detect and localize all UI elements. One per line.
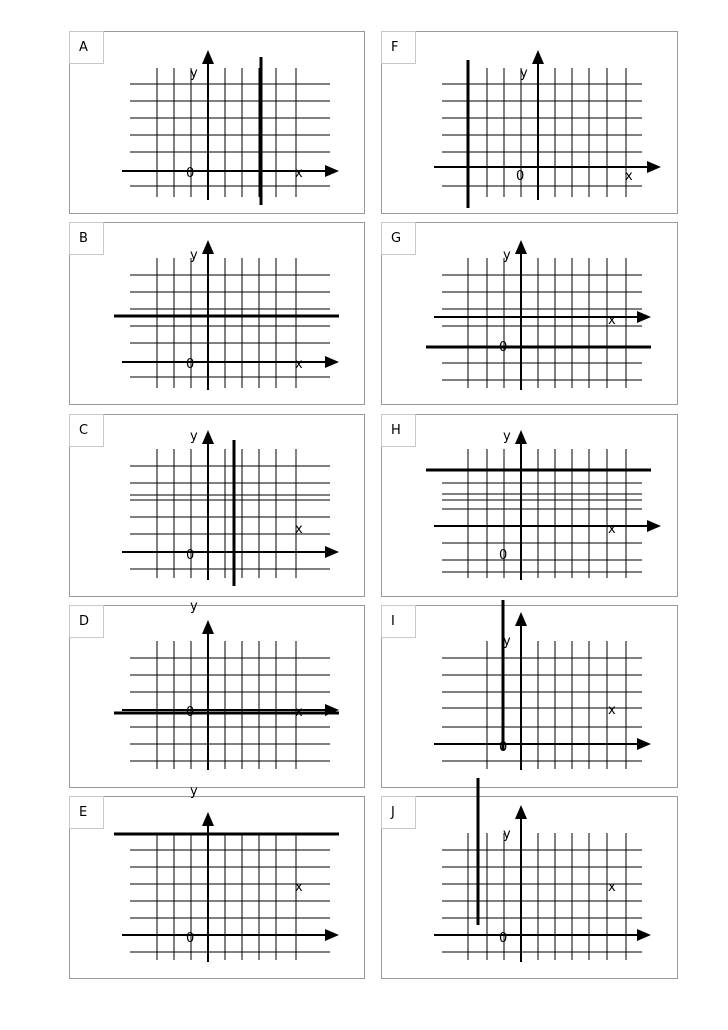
x-axis-label: x [608,313,616,328]
panel-frame [382,797,678,979]
x-axis-label: x [295,705,303,720]
x-axis-arrow-icon [325,929,339,941]
y-axis-arrow-icon [532,50,544,64]
y-axis-arrow-icon [515,430,527,444]
origin-label: 0 [186,705,195,720]
origin-label: 0 [516,169,525,184]
y-axis-label: y [190,248,198,263]
panel-frame [382,415,678,597]
grid [442,68,642,197]
graph-panel-f [382,32,678,214]
panel-label: H [391,423,401,438]
graph-panel-b [70,223,365,405]
origin-label: 0 [499,340,508,355]
panel-label-box [382,606,416,638]
origin-label: 0 [186,166,195,181]
origin-label: 0 [499,931,508,946]
y-axis-arrow-icon [202,812,214,826]
x-axis-label: x [295,522,303,537]
y-axis-arrow-icon [515,240,527,254]
panel-frame [382,223,678,405]
origin-label: 0 [186,931,195,946]
graph-panel-h [382,415,678,597]
y-axis-label: y [190,599,198,614]
graph-panel-e [70,784,365,979]
panel-label: J [391,805,395,820]
panel-frame [382,606,678,788]
x-axis-arrow-icon [647,520,661,532]
panel-frame [70,606,365,788]
y-axis-label: y [520,66,528,81]
panel-label: I [391,614,395,629]
panel-label: F [391,40,399,55]
graph-panel-i [382,600,678,788]
x-axis-label: x [625,169,633,184]
y-axis-arrow-icon [202,430,214,444]
x-axis-label: x [608,880,616,895]
x-axis-arrow-icon [637,929,651,941]
y-axis-label: y [503,827,511,842]
panel-label: A [79,40,88,55]
x-axis-arrow-icon [637,311,651,323]
grid [130,449,330,578]
y-axis-label: y [190,66,198,81]
x-axis-arrow-icon [637,738,651,750]
origin-label: 0 [186,548,195,563]
x-axis-label: x [295,166,303,181]
y-axis-arrow-icon [202,240,214,254]
x-axis-arrow-icon [325,165,339,177]
graph-panel-j [382,778,678,979]
panel-label-box [382,32,416,64]
panel-label: E [79,805,88,820]
graph-panel-c [70,415,365,597]
panel-label: D [79,614,90,629]
y-axis-arrow-icon [202,620,214,634]
y-axis-label: y [190,784,198,799]
panel-frame [70,797,365,979]
grid [130,833,330,960]
y-axis-arrow-icon [515,805,527,819]
x-axis-arrow-icon [325,546,339,558]
y-axis-label: y [503,248,511,263]
graph-panel-g [382,223,678,405]
y-axis-label: y [503,634,511,649]
y-axis-arrow-icon [515,612,527,626]
graph-panel-d [70,599,365,788]
panel-label: C [79,423,89,438]
panel-label: B [79,231,88,246]
origin-label: 0 [186,357,195,372]
origin-label: 0 [499,548,508,563]
grid [442,449,642,578]
y-axis-label: y [190,429,198,444]
x-axis-label: x [608,522,616,537]
panel-label-box [382,797,416,829]
origin-label: 0 [499,740,508,755]
graph-panel-a [70,32,365,214]
x-axis-arrow-icon [325,356,339,368]
x-axis-label: x [295,357,303,372]
grid [442,833,642,960]
y-axis-arrow-icon [202,50,214,64]
x-axis-label: x [608,703,616,718]
y-axis-label: y [503,429,511,444]
panel-label: G [391,231,402,246]
x-axis-label: x [295,880,303,895]
x-axis-arrow-icon [647,161,661,173]
